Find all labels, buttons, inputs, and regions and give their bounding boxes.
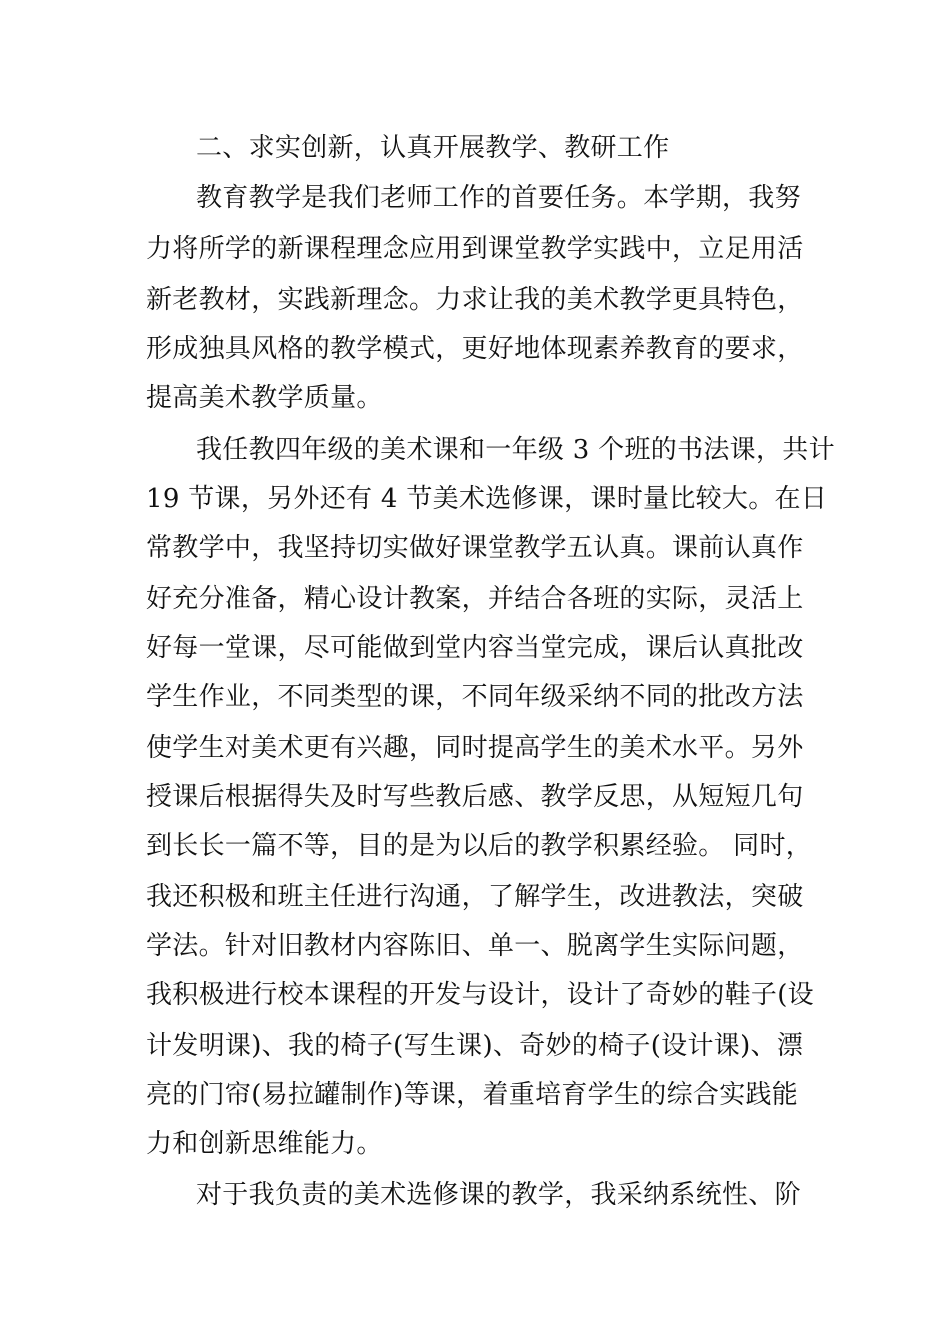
paragraph-line: 好充分准备，精心设计教案，并结合各班的实际，灵活上 — [146, 584, 804, 614]
paragraph-line: 学生作业，不同类型的课，不同年级采纳不同的批改方法 — [146, 682, 804, 712]
paragraph-line: 19 节课，另外还有 4 节美术选修课，课时量比较大。在日 — [146, 484, 828, 514]
paragraph-line: 教育教学是我们老师工作的首要任务。本学期，我努 — [196, 183, 801, 213]
paragraph-line: 形成独具风格的教学模式，更好地体现素养教育的要求， — [146, 334, 804, 364]
paragraph-line: 使学生对美术更有兴趣，同时提高学生的美术水平。另外 — [146, 733, 804, 763]
paragraph-line: 学法。针对旧教材内容陈旧、单一、脱离学生实际问题， — [146, 931, 804, 961]
paragraph-line: 力将所学的新课程理念应用到课堂教学实践中，立足用活 — [146, 234, 804, 264]
paragraph-line: 对于我负责的美术选修课的教学，我采纳系统性、阶 — [196, 1180, 801, 1210]
section-heading: 二、求实创新，认真开展教学、教研工作 — [196, 133, 670, 163]
paragraph-line: 提高美术教学质量。 — [146, 383, 383, 413]
paragraph-line: 常教学中，我坚持切实做好课堂教学五认真。课前认真作 — [146, 533, 804, 563]
paragraph-line: 我还积极和班主任进行沟通，了解学生，改进教法，突破 — [146, 882, 804, 912]
paragraph-line: 好每一堂课，尽可能做到堂内容当堂完成，课后认真批改 — [146, 633, 804, 663]
paragraph-line: 计发明课)、我的椅子(写生课)、奇妙的椅子(设计课)、漂 — [146, 1031, 804, 1061]
paragraph-line: 我积极进行校本课程的开发与设计，设计了奇妙的鞋子(设 — [146, 980, 814, 1010]
paragraph-line: 力和创新思维能力。 — [146, 1129, 383, 1159]
paragraph-line: 亮的门帘(易拉罐制作)等课，着重培育学生的综合实践能 — [146, 1080, 799, 1110]
paragraph-line: 新老教材，实践新理念。力求让我的美术教学更具特色， — [146, 285, 804, 315]
paragraph-line: 到长长一篇不等，目的是为以后的教学积累经验。 同时， — [146, 831, 813, 861]
paragraph-line: 我任教四年级的美术课和一年级 3 个班的书法课，共计 — [196, 435, 835, 465]
paragraph-line: 授课后根据得失及时写些教后感、教学反思，从短短几句 — [146, 782, 804, 812]
